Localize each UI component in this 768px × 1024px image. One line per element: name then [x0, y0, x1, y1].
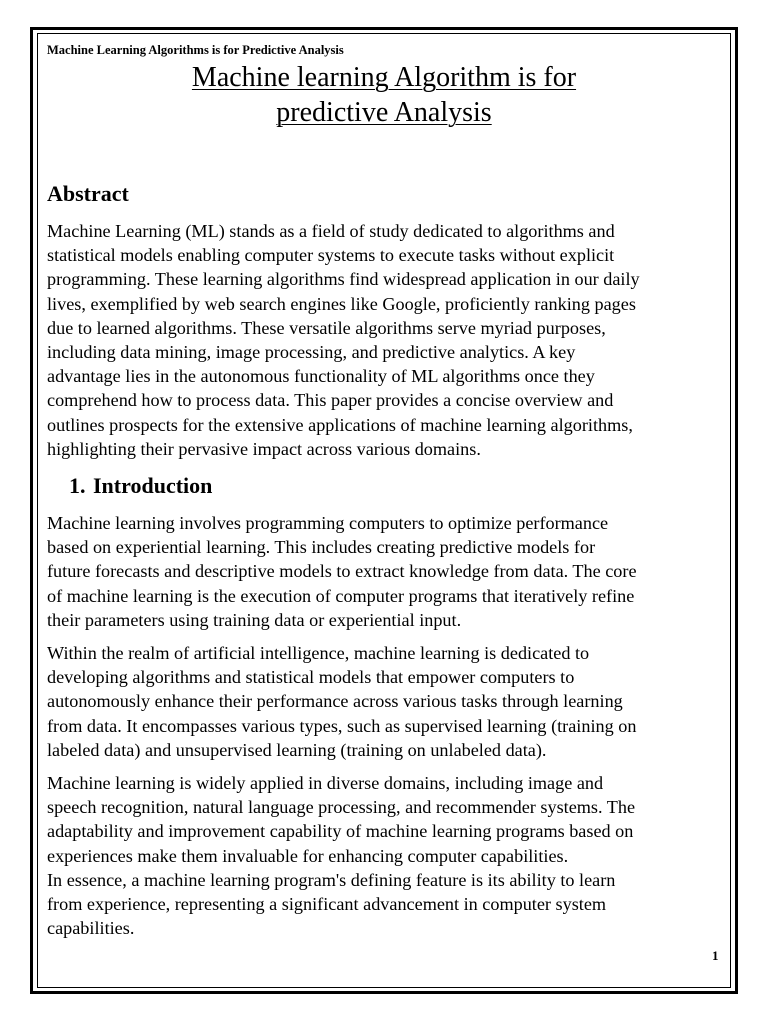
abstract-paragraph: [47, 219, 723, 461]
text-line: future forecasts and descriptive models to extract knowledge from data. The core: [47, 561, 637, 582]
text-line: experiences make them invaluable for enhancing computer capabilities.: [47, 845, 569, 866]
text-line: due to learned algorithms. These versatile algorithms serve myriad purposes,: [47, 317, 606, 338]
text-line: lives, exemplified by web search engines like Google, proficiently ranking pages: [47, 293, 636, 314]
text-line: In essence, a machine learning program's defining feature is its ability to learn: [47, 869, 616, 890]
abstract-heading: Abstract: [47, 181, 129, 206]
text-line: statistical models enabling computer systems to execute tasks without explicit: [47, 245, 615, 266]
text-line: capabilities.: [47, 918, 135, 939]
text-line: developing algorithms and statistical models that empower computers to: [47, 667, 575, 688]
text-line: adaptability and improvement capability of machine learning programs based on: [47, 821, 634, 842]
text-line: Within the realm of artificial intelligence, machine learning is dedicated to: [47, 643, 590, 663]
document-title: [47, 60, 721, 130]
text-line: labeled data) and unsupervised learning (training on unlabeled data).: [47, 739, 547, 760]
title-line: predictive Analysis: [276, 97, 492, 128]
text-line: of machine learning is the execution of computer programs that iteratively refine: [47, 585, 635, 606]
text-line: Machine learning is widely applied in diverse domains, including image and: [47, 773, 604, 793]
title-line: Machine learning Algorithm is for: [191, 62, 577, 93]
text-line: from data. It encompasses various types, such as supervised learning (training on: [47, 715, 637, 736]
introduction-heading: Introduction: [93, 473, 213, 498]
text-line: programming. These learning algorithms find widespread application in our daily: [47, 269, 640, 290]
text-line: outlines prospects for the extensive applications of machine learning algorithms,: [47, 414, 633, 435]
section-number: 1.: [69, 473, 86, 498]
text-line: from experience, representing a significant advancement in computer system: [47, 894, 607, 915]
text-line: Machine learning involves programming computers to optimize performance: [47, 513, 609, 533]
text-line: their parameters using training data or experiential input.: [47, 609, 462, 630]
text-line: highlighting their pervasive impact across various domains.: [47, 438, 481, 459]
text-line: Machine Learning (ML) stands as a field of study dedicated to algorithms and: [47, 221, 615, 241]
intro-paragraph-3: [47, 771, 723, 940]
running-header: Machine Learning Algorithms is for Predictive Analysis: [47, 43, 344, 57]
text-line: based on experiential learning. This includes creating predictive models for: [47, 537, 596, 558]
text-line: speech recognition, natural language processing, and recommender systems. The: [47, 797, 636, 818]
intro-paragraph-1: [47, 511, 723, 632]
text-line: comprehend how to process data. This paper provides a concise overview and: [47, 390, 614, 411]
text-line: advantage lies in the autonomous functionality of ML algorithms once they: [47, 366, 595, 387]
text-line: including data mining, image processing, and predictive analytics. A key: [47, 342, 576, 363]
page-number: 1: [712, 948, 719, 963]
intro-paragraph-2: [47, 641, 723, 762]
text-line: autonomously enhance their performance across various tasks through learning: [47, 691, 623, 712]
